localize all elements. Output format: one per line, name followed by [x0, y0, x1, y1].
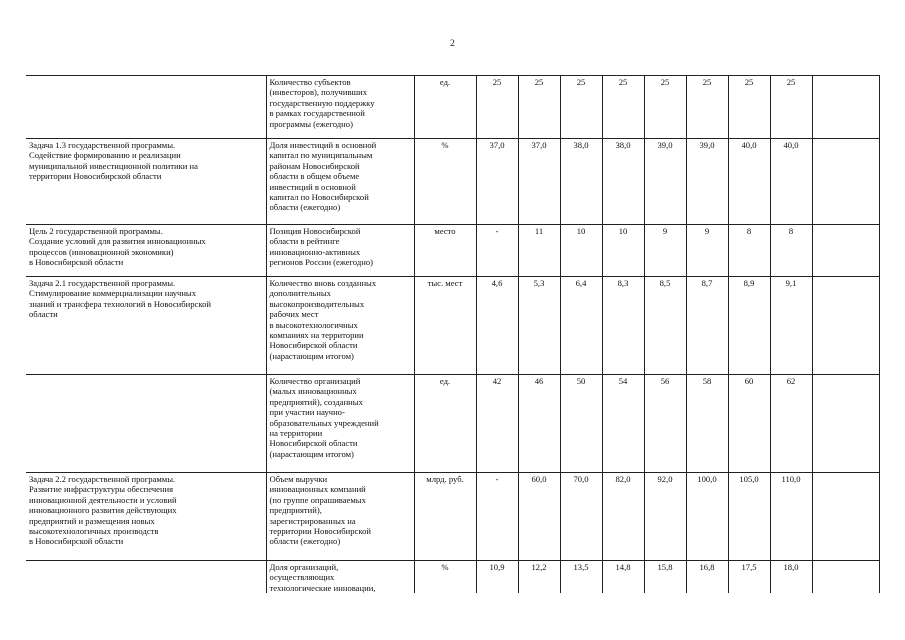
value-cell: 100,0	[686, 473, 728, 561]
value-cell: 5,3	[518, 277, 560, 375]
value-cell: 8	[770, 225, 812, 277]
value-cell: 60	[728, 375, 770, 473]
goal-cell	[26, 561, 266, 594]
value-cell: 12,2	[518, 561, 560, 594]
value-cell: 37,0	[476, 139, 518, 225]
value-cell: -	[476, 473, 518, 561]
value-cell: 56	[644, 375, 686, 473]
empty-cell	[812, 561, 879, 594]
unit-cell: место	[414, 225, 476, 277]
value-cell: 25	[476, 76, 518, 139]
value-cell: 92,0	[644, 473, 686, 561]
page-number: 2	[450, 39, 455, 49]
value-cell: 10	[560, 225, 602, 277]
unit-cell: ед.	[414, 76, 476, 139]
value-cell: 105,0	[728, 473, 770, 561]
goal-cell: Задача 2.1 государственной программы. Стимулирование коммерциализации научных знаний и трансфера технологий в Новосибирской области	[26, 277, 266, 375]
value-cell: 8	[728, 225, 770, 277]
value-cell: 8,9	[728, 277, 770, 375]
value-cell: 39,0	[644, 139, 686, 225]
value-cell: 42	[476, 375, 518, 473]
goal-cell	[26, 76, 266, 139]
value-cell: 25	[560, 76, 602, 139]
empty-cell	[812, 139, 879, 225]
value-cell: 4,6	[476, 277, 518, 375]
unit-cell: млрд. руб.	[414, 473, 476, 561]
table-row	[26, 225, 879, 277]
empty-cell	[812, 375, 879, 473]
value-cell: 9	[686, 225, 728, 277]
indicators-table	[26, 75, 880, 593]
table-row	[26, 76, 879, 139]
value-cell: 9,1	[770, 277, 812, 375]
value-cell: 15,8	[644, 561, 686, 594]
value-cell: 8,7	[686, 277, 728, 375]
goal-cell: Цель 2 государственной программы. Создание условий для развития инновационных процессов (инновационной экономики) в Новосибирской области	[26, 225, 266, 277]
value-cell: 11	[518, 225, 560, 277]
value-cell: 82,0	[602, 473, 644, 561]
value-cell: 8,3	[602, 277, 644, 375]
empty-cell	[812, 277, 879, 375]
indicator-cell: Позиция Новосибирской области в рейтинге инновационно-активных регионов России (ежегодно)	[266, 225, 414, 277]
value-cell: 10	[602, 225, 644, 277]
value-cell: 14,8	[602, 561, 644, 594]
value-cell: 17,5	[728, 561, 770, 594]
value-cell: -	[476, 225, 518, 277]
indicator-cell: Количество субъектов (инвесторов), получивших государственную поддержку в рамках государственной программы (ежегодно)	[266, 76, 414, 139]
value-cell: 40,0	[770, 139, 812, 225]
value-cell: 25	[644, 76, 686, 139]
value-cell: 25	[518, 76, 560, 139]
indicator-cell: Доля организаций, осуществляющих технологические инновации,	[266, 561, 414, 594]
value-cell: 60,0	[518, 473, 560, 561]
table-row	[26, 473, 879, 561]
value-cell: 25	[770, 76, 812, 139]
value-cell: 6,4	[560, 277, 602, 375]
value-cell: 18,0	[770, 561, 812, 594]
table-row	[26, 561, 879, 594]
unit-cell: %	[414, 561, 476, 594]
indicator-cell: Доля инвестиций в основной капитал по муниципальным районам Новосибирской области в общем объеме инвестиций в основной капитал по Новосибирской области (ежегодно)	[266, 139, 414, 225]
value-cell: 110,0	[770, 473, 812, 561]
indicator-cell: Количество вновь созданных дополнительных высокопроизводительных рабочих мест в высокотехнологичных компаниях на территории Новосибирской области (нарастающим итогом)	[266, 277, 414, 375]
indicator-cell: Количество организаций (малых инновационных предприятий), созданных при участии научно- образовательных учреждений на территории Новосибирской области (нарастающим итогом)	[266, 375, 414, 473]
value-cell: 62	[770, 375, 812, 473]
value-cell: 37,0	[518, 139, 560, 225]
table-row	[26, 277, 879, 375]
table-row	[26, 375, 879, 473]
value-cell: 25	[728, 76, 770, 139]
empty-cell	[812, 473, 879, 561]
empty-cell	[812, 225, 879, 277]
value-cell: 54	[602, 375, 644, 473]
value-cell: 38,0	[560, 139, 602, 225]
table-row	[26, 139, 879, 225]
value-cell: 25	[686, 76, 728, 139]
empty-cell	[812, 76, 879, 139]
goal-cell	[26, 375, 266, 473]
indicator-cell: Объем выручки инновационных компаний (по группе опрашиваемых предприятий), зарегистрированных на территории Новосибирской области (ежегодно)	[266, 473, 414, 561]
unit-cell: %	[414, 139, 476, 225]
value-cell: 16,8	[686, 561, 728, 594]
value-cell: 8,5	[644, 277, 686, 375]
value-cell: 39,0	[686, 139, 728, 225]
value-cell: 40,0	[728, 139, 770, 225]
value-cell: 25	[602, 76, 644, 139]
value-cell: 70,0	[560, 473, 602, 561]
unit-cell: тыс. мест	[414, 277, 476, 375]
value-cell: 10,9	[476, 561, 518, 594]
value-cell: 50	[560, 375, 602, 473]
value-cell: 46	[518, 375, 560, 473]
value-cell: 58	[686, 375, 728, 473]
value-cell: 13,5	[560, 561, 602, 594]
value-cell: 9	[644, 225, 686, 277]
table-body	[26, 76, 879, 594]
goal-cell: Задача 1.3 государственной программы. Содействие формированию и реализации муниципальной инвестиционной политики на территории Новосибирской области	[26, 139, 266, 225]
value-cell: 38,0	[602, 139, 644, 225]
goal-cell: Задача 2.2 государственной программы. Развитие инфраструктуры обеспечения инновационной деятельности и условий инновационного развития действующих предприятий и размещения новых высокотехнологичных производств в Новосибирской области	[26, 473, 266, 561]
unit-cell: ед.	[414, 375, 476, 473]
